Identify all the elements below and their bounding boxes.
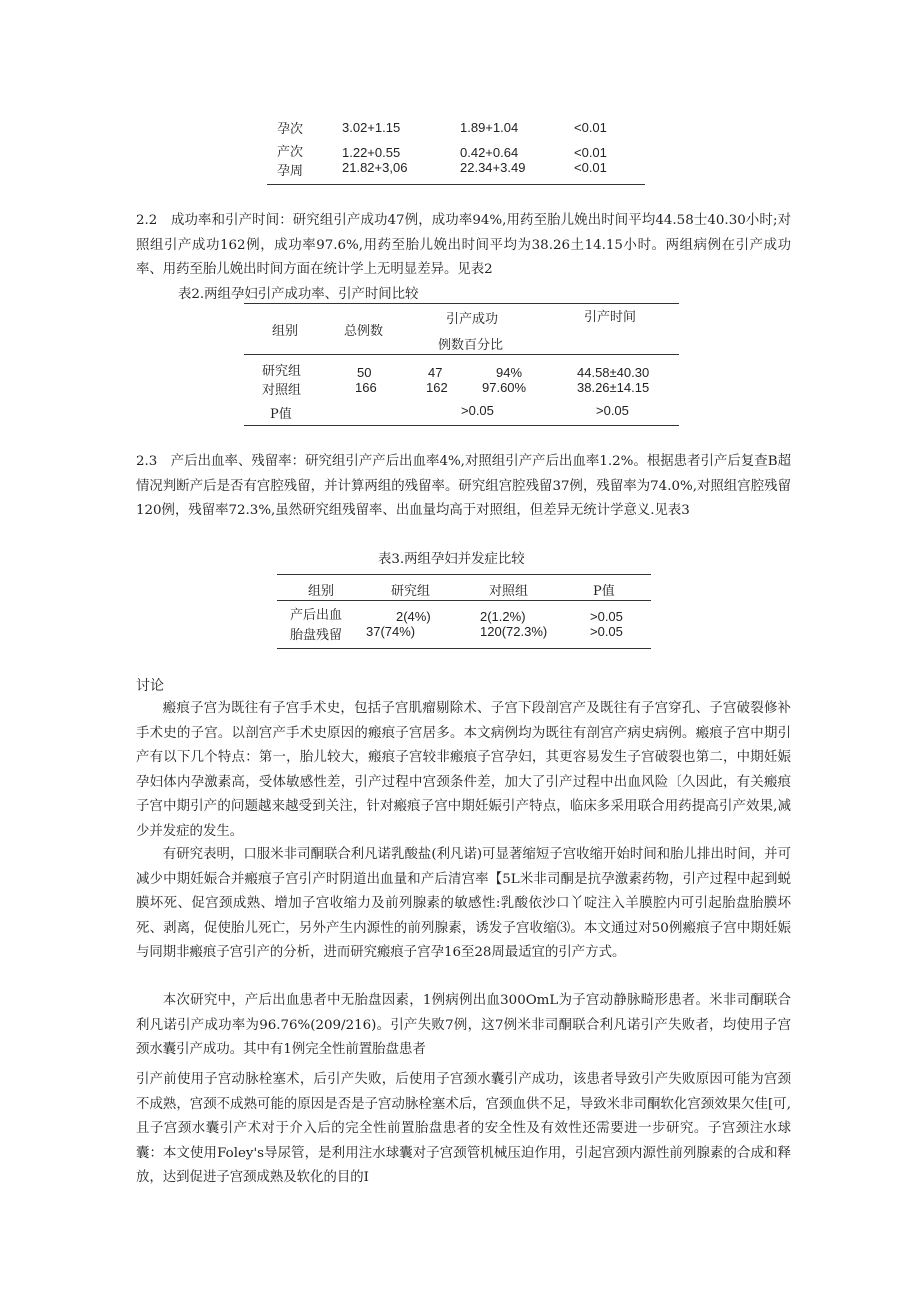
table2-header-group: 组别	[272, 324, 299, 339]
table2-header-success: 引产成功	[446, 312, 499, 327]
table3-row-label: 产后出血	[290, 608, 343, 623]
table3-caption: 表3.两组孕妇并发症比较	[378, 552, 525, 567]
table3-header-group: 组别	[308, 584, 335, 599]
table3-bottom-rule	[277, 648, 651, 649]
table1-cell: 0.42+0.64	[460, 145, 519, 160]
table2-p-time: >0.05	[596, 403, 629, 418]
table3-header-p: P值	[593, 584, 615, 599]
table3-header-study: 研究组	[391, 584, 431, 599]
table2-cell: 166	[355, 380, 377, 395]
table2-bottom-rule	[244, 425, 679, 426]
table2-cell: 50	[357, 365, 372, 380]
table1-cell: <0.01	[574, 145, 607, 160]
table2-cell: 162	[426, 380, 448, 395]
table3-top-rule	[277, 574, 651, 575]
table3-header-control: 对照组	[489, 584, 529, 599]
table1-cell: <0.01	[574, 120, 607, 135]
table1-cell: 1.22+0.55	[342, 145, 401, 160]
table2-p-label: P值	[270, 407, 292, 422]
table2-cell: 94%	[496, 365, 523, 380]
table1-row-label: 产次	[277, 145, 304, 160]
table2-header-total: 总例数	[344, 324, 384, 339]
discussion-paragraph-1: 瘢痕子宫为既往有子宫手术史，包括子宫肌瘤剔除术、子宫下段剖宫产及既往有子宫穿孔、子宫破裂修补手术史的子宫。以剖宫产手术史原因的瘢痕子宫居多。本文病例均为既往有剖宫产病史病例。瘢痕子宫中期引产有以下几个特点：第一，胎儿较大，瘢痕子宫较非瘢痕子宫孕妇，其更容易发生子宫破裂也第二，中期妊娠孕妇体内孕激素高，受体敏感性差，引产过程中宫颈条件差，加大了引产过程中出血风险〔久因此，有关瘢痕子宫中期引产的问题越来越受到关注，针对瘢痕子宫中期妊娠引产特点，临床多采用联合用药提高引产效果,减少并发症的发生。	[136, 701, 791, 839]
table3-cell: >0.05	[590, 609, 623, 624]
table3-header-rule	[277, 600, 651, 601]
table3-cell: 120(72.3%)	[480, 624, 548, 639]
table3-cell: >0.05	[590, 624, 623, 639]
table1-row-label: 孕周	[277, 164, 304, 179]
table1-cell: <0.01	[574, 160, 607, 175]
table1-bottom-rule	[267, 184, 645, 185]
table1-row-label: 孕次	[277, 122, 304, 137]
table2-cell: 97.60%	[482, 380, 527, 395]
table3-cell: 2(4%)	[396, 609, 431, 624]
table3-cell: 37(74%)	[366, 624, 416, 639]
table2-p-success: >0.05	[461, 403, 494, 418]
table2-row-group: 研究组	[262, 364, 302, 379]
table2-header-rule	[244, 354, 679, 355]
table2-cell: 38.26±14.15	[577, 380, 650, 395]
table1-cell: 22.34+3.49	[460, 160, 526, 175]
discussion-heading: 讨论	[136, 678, 164, 694]
table1-cell: 1.89+1.04	[460, 120, 519, 135]
table2-header-time: 引产时间	[584, 310, 637, 325]
table2-header-success-sub: 例数百分比	[438, 338, 504, 353]
table2-cell: 44.58±40.30	[577, 365, 650, 380]
table2-row-group: 对照组	[262, 383, 302, 398]
section-2-2-paragraph: 2.2 成功率和引产时间：研究组引产成功47例，成功率94%,用药至胎儿娩出时间平均44.58士40.30小时;对照组引产成功162例，成功率97.6%,用药至胎儿娩出时间平均为38.26土14.15小时。两组病例在引产成功率、用药至胎儿娩出时间方面在统计学上无明显差异。见表2	[136, 213, 791, 277]
table2-caption: 表2.两组孕妇引产成功率、引产时间比较	[178, 287, 419, 302]
section-2-3-paragraph: 2.3 产后出血率、残留率：研究组引产产后出血率4%,对照组引产产后出血率1.2%。根据患者引产后复查B超情况判断产后是否有宫腔残留，并计算两组的残留率。研究组宫腔残留37例，残留率为74.0%,对照组宫腔残留120例，残留率72.3%,虽然研究组残留率、出血量均高于对照组，但差异无统计学意义.见表3	[136, 454, 791, 518]
table1-cell: 3.02+1.15	[342, 120, 401, 135]
table3-cell: 2(1.2%)	[480, 609, 526, 624]
table2-top-rule	[244, 303, 679, 304]
table3-row-label: 胎盘残留	[290, 628, 343, 643]
discussion-paragraph-2: 有研究表明，口服米非司酮联合利凡诺乳酸盐(利凡诺)可显著缩短子宫收缩开始时间和胎儿排出时间，并可减少中期妊娠合并瘢痕子宫引产时阴道出血量和产后清宫率【5L米非司酮是抗孕激素药物，引产过程中起到蜕膜坏死、促宫颈成熟、增加子宫收缩力及前列腺素的敏感性:乳酸依沙口丫啶注入羊膜腔内可引起胎盘胎膜坏死、剥离，促使胎儿死亡，另外产生内源性的前列腺素，诱发子宫收缩⑶。本文通过对50例瘢痕子宫中期妊娠与同期非瘢痕子宫引产的分析，进而研究瘢痕子宫孕16至28周最适宜的引产方式。	[136, 847, 791, 960]
table1-cell: 21.82+3,06	[342, 160, 408, 175]
table2-cell: 47	[428, 365, 443, 380]
discussion-paragraph-3: 本次研究中，产后出血患者中无胎盘因素，1例病例出血300OmL为子宫动静脉畸形患者。米非司酮联合利凡诺引产成功率为96.76%(209/216)。引产失败7例，这7例米非司酮联合利凡诺引产失败者，均使用子宫颈水囊引产成功。其中有1例完全性前置胎盘患者	[136, 993, 791, 1057]
discussion-paragraph-4: 引产前使用子宫动脉栓塞术，后引产失败，后使用子宫颈水囊引产成功，该患者导致引产失败原因可能为宫颈不成熟，宫颈不成熟可能的原因是否是子宫动脉栓塞术后，宫颈血供不足，导致米非司酮软化宫颈效果欠佳[可,且子宫颈水囊引产术对于介入后的完全性前置胎盘患者的安全性及有效性还需要进一步研究。子宫颈注水球囊：本文使用Foley's导尿管，是利用注水球囊对子宫颈管机械压迫作用，引起宫颈内源性前列腺素的合成和释放，达到促进子宫颈成熟及软化的目的I	[136, 1072, 791, 1185]
